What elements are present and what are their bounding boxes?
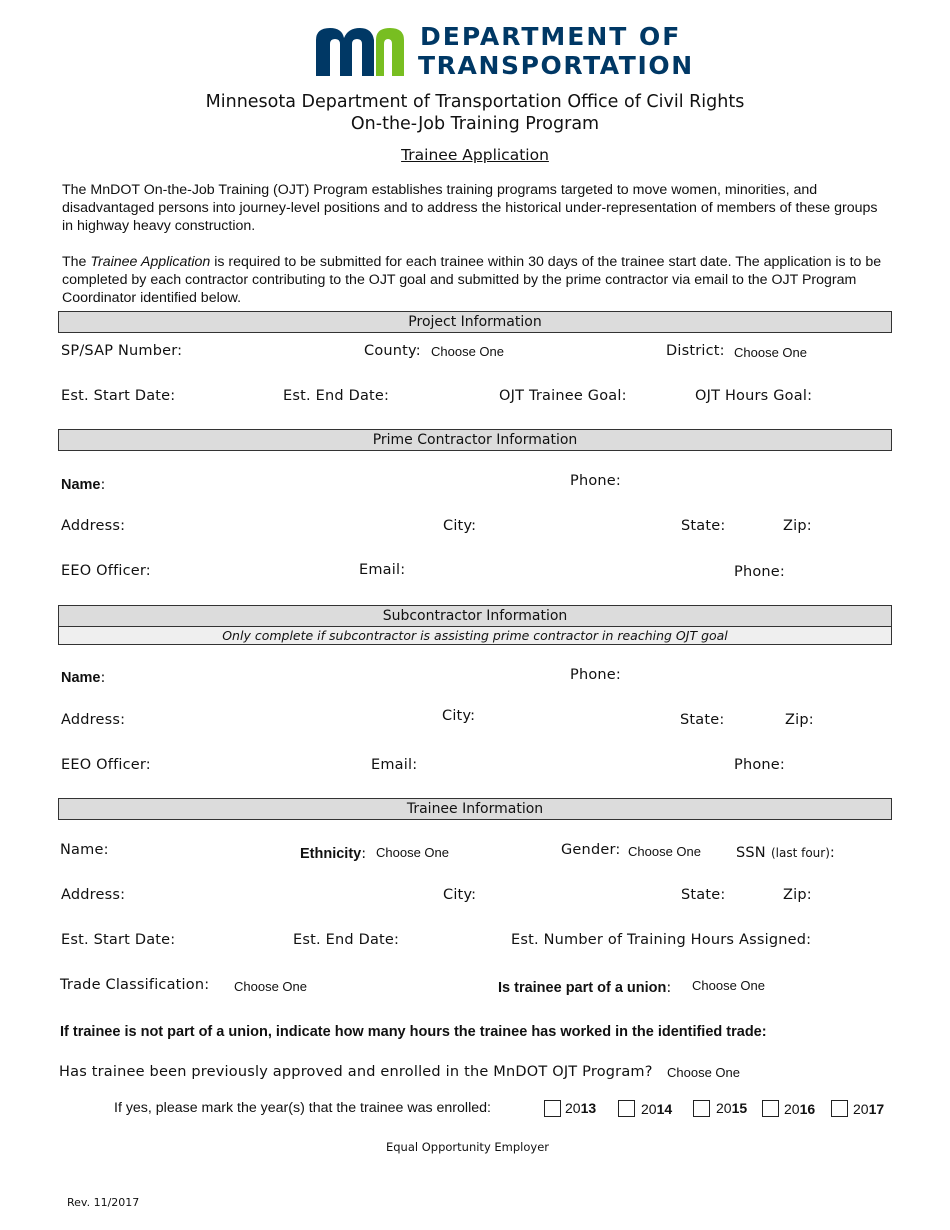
year-2015-label: 2015 [716,1100,748,1116]
sub-eeo-phone-label: Phone: [734,757,786,773]
prime-phone-label: Phone: [570,473,622,489]
county-label: County: [364,343,421,359]
sub-phone-label: Phone: [570,667,622,683]
trade-classification-label: Trade Classification: [60,977,210,993]
logo-line-1: DEPARTMENT OF [420,22,682,51]
trade-classification-select[interactable]: Choose One [234,979,307,994]
union-hours-question: If trainee is not part of a union, indicate how many hours the trainee has worked in the identified trade: [60,1024,767,1040]
year-2016-checkbox[interactable] [762,1100,779,1117]
prime-city-label: City: [443,518,477,534]
sub-name-label: Name: [61,670,106,686]
sub-city-label: City: [442,708,476,724]
district-label: District: [666,343,725,359]
year-2016-label: 2016 [784,1101,816,1117]
project-information-heading: Project Information [58,311,892,333]
form-title: Trainee Application [401,146,549,164]
prime-zip-label: Zip: [783,518,812,534]
trainee-information-heading: Trainee Information [58,798,892,820]
union-select[interactable]: Choose One [692,978,765,993]
ethnicity-label: Ethnicity: [300,846,367,862]
header-line-2: On-the-Job Training Program [350,114,600,134]
trainee-state-label: State: [681,887,726,903]
ojt-trainee-goal-label: OJT Trainee Goal: [499,388,627,404]
gender-label: Gender: [561,842,621,858]
year-2013-checkbox[interactable] [544,1100,561,1117]
trainee-address-label: Address: [61,887,126,903]
logo-line-2: TRANSPORTATION [418,51,694,80]
gender-select[interactable]: Choose One [628,844,701,859]
ojt-hours-goal-label: OJT Hours Goal: [695,388,813,404]
ethnicity-select[interactable]: Choose One [376,845,449,860]
prime-state-label: State: [681,518,726,534]
intro-paragraph-1: The MnDOT On-the-Job Training (OJT) Program establishes training programs targeted to move women, minorities, and disadvantaged persons into journey-level positions and to address the historical under-representation of members of these groups in highway heavy construction. [62,182,878,234]
subcontractor-note: Only complete if subcontractor is assisting prime contractor in reaching OJT goal [58,626,892,645]
sub-eeo-officer-label: EEO Officer: [61,757,151,773]
intro-paragraph-2: The Trainee Application is required to be submitted for each trainee within 30 days of the trainee start date. The application is to be completed by each contractor contributing to the OJT goal and submitted by the prime contractor via email to the OJT Program Coordinator identified below. [62,254,882,306]
sub-email-label: Email: [371,757,418,773]
trainee-start-date-label: Est. Start Date: [61,932,176,948]
trainee-name-label: Name: [60,842,109,858]
project-end-date-label: Est. End Date: [283,388,390,404]
year-2014-label: 2014 [641,1101,673,1117]
subcontractor-heading: Subcontractor Information [58,605,892,627]
prime-email-label: Email: [359,562,406,578]
sub-zip-label: Zip: [785,712,814,728]
prime-address-label: Address: [61,518,126,534]
mn-logo-mark [312,24,408,78]
year-2017-checkbox[interactable] [831,1100,848,1117]
training-hours-label: Est. Number of Training Hours Assigned: [511,932,812,948]
equal-opportunity-employer: Equal Opportunity Employer [385,1140,550,1154]
union-label: Is trainee part of a union: [498,980,672,996]
county-select[interactable]: Choose One [431,344,504,359]
enrolled-years-label: If yes, please mark the year(s) that the trainee was enrolled: [114,1100,491,1116]
trainee-end-date-label: Est. End Date: [293,932,400,948]
trainee-zip-label: Zip: [783,887,812,903]
previously-enrolled-question: Has trainee been previously approved and enrolled in the MnDOT OJT Program? [59,1064,653,1080]
prime-eeo-officer-label: EEO Officer: [61,563,151,579]
sub-state-label: State: [680,712,725,728]
prime-contractor-heading: Prime Contractor Information [58,429,892,451]
year-2015-checkbox[interactable] [693,1100,710,1117]
year-2017-label: 2017 [853,1101,885,1117]
revision-date: Rev. 11/2017 [67,1196,140,1209]
prime-name-label: Name: [61,477,106,493]
sp-sap-label: SP/SAP Number: [61,343,183,359]
ssn-label: SSN (last four): [736,845,835,861]
header-line-1: Minnesota Department of Transportation Office of Civil Rights [205,92,745,112]
sub-address-label: Address: [61,712,126,728]
district-select[interactable]: Choose One [734,345,807,360]
year-2013-label: 2013 [565,1100,597,1116]
trainee-city-label: City: [443,887,477,903]
project-start-date-label: Est. Start Date: [61,388,176,404]
previously-enrolled-select[interactable]: Choose One [667,1065,740,1080]
year-2014-checkbox[interactable] [618,1100,635,1117]
prime-eeo-phone-label: Phone: [734,564,786,580]
